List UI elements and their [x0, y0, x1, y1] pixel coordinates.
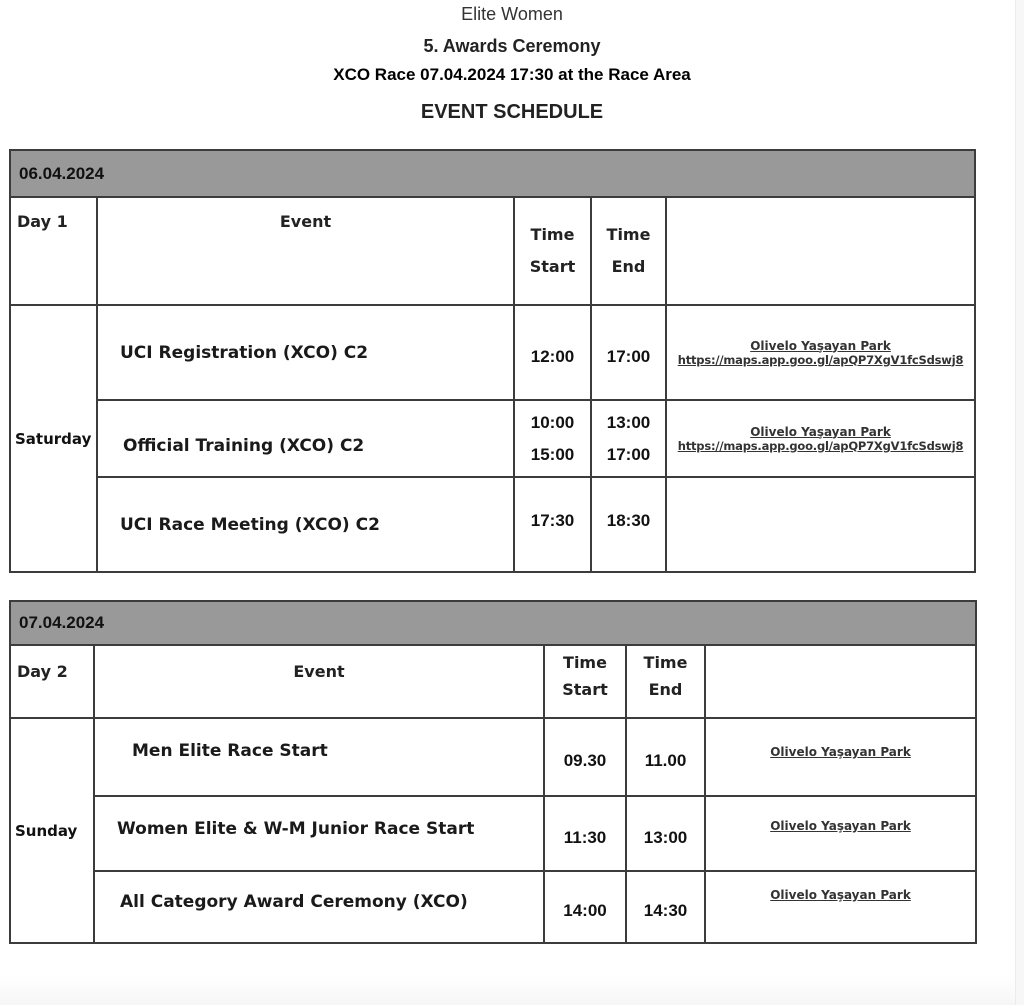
section-title: 5. Awards Ceremony	[423, 36, 601, 56]
day-label: Day 2	[10, 645, 94, 718]
location-cell	[705, 796, 976, 871]
time-start	[514, 400, 591, 477]
event-column-header: Event	[94, 645, 544, 718]
time-start: 14:00	[544, 871, 626, 943]
time-value: 17:00	[606, 444, 651, 464]
time-start: 12:00	[514, 305, 591, 400]
header-line: End	[611, 257, 646, 276]
time-end: 13:00	[626, 796, 705, 871]
time-start: 09.30	[544, 718, 626, 796]
event-name: Men Elite Race Start	[94, 718, 544, 796]
location-cell	[705, 718, 976, 796]
time-end: 18:30	[591, 477, 666, 572]
location-column-header	[666, 197, 975, 305]
event-name: All Category Award Ceremony (XCO)	[94, 871, 544, 943]
header-line: Time	[563, 653, 607, 672]
table-row	[10, 305, 975, 400]
time-value: 13:00	[606, 412, 651, 432]
category-title: Elite Women	[461, 4, 563, 24]
event-name: Women Elite & W-M Junior Race Start	[94, 796, 544, 871]
event-name: UCI Registration (XCO) C2	[97, 305, 514, 400]
header-line: Time	[530, 225, 575, 244]
awards-note: XCO Race 07.04.2024 17:30 at the Race Area	[333, 65, 691, 84]
event-name: UCI Race Meeting (XCO) C2	[97, 477, 514, 572]
time-end-column-header	[591, 197, 666, 305]
table-row	[10, 477, 975, 572]
time-end: 14:30	[626, 871, 705, 943]
map-url-link[interactable]: https://maps.app.goo.gl/apQP7XgV1fcSdswj8	[677, 438, 964, 453]
time-end: 17:00	[591, 305, 666, 400]
table-row	[10, 796, 976, 871]
table-row	[10, 718, 976, 796]
event-column-header: Event	[97, 197, 514, 305]
location-link[interactable]: Olivelo Yaşayan Park	[750, 338, 891, 353]
time-value: 10:00	[530, 412, 575, 432]
weekday-label: Saturday	[10, 305, 97, 572]
header-line: Time	[643, 653, 688, 672]
time-end-column-header	[626, 645, 705, 718]
location-column-header	[705, 645, 976, 718]
weekday-label: Sunday	[10, 718, 94, 943]
time-value: 15:00	[530, 444, 575, 464]
schedule-table-day-2	[9, 600, 977, 944]
header-line: Start	[529, 257, 576, 276]
date-band: 06.04.2024	[10, 150, 975, 197]
location-link[interactable]: Olivelo Yaşayan Park	[770, 888, 911, 902]
time-start: 17:30	[514, 477, 591, 572]
schedule-table-day-1	[9, 149, 976, 573]
header-line: Time	[606, 225, 651, 244]
table-row	[10, 871, 976, 943]
map-url-link[interactable]: https://maps.app.goo.gl/apQP7XgV1fcSdswj8	[677, 352, 964, 367]
location-cell	[705, 871, 976, 943]
page-bottom	[0, 975, 1015, 1005]
day-label: Day 1	[10, 197, 97, 305]
time-start: 11:30	[544, 796, 626, 871]
date-band: 07.04.2024	[10, 601, 976, 645]
location-link[interactable]: Olivelo Yaşayan Park	[750, 424, 891, 439]
location-link[interactable]: Olivelo Yaşayan Park	[770, 745, 911, 759]
location-cell	[666, 400, 975, 477]
location-cell	[666, 305, 975, 400]
header-line: End	[648, 680, 683, 699]
table-row	[10, 400, 975, 477]
header-line: Start	[562, 680, 608, 699]
event-name: Official Training (XCO) C2	[97, 400, 514, 477]
time-end	[591, 400, 666, 477]
location-cell	[666, 477, 975, 572]
time-start-column-header	[544, 645, 626, 718]
schedule-title: EVENT SCHEDULE	[420, 101, 604, 123]
location-link[interactable]: Olivelo Yaşayan Park	[770, 819, 911, 833]
time-end: 11.00	[626, 718, 705, 796]
page-edge	[1015, 0, 1024, 1005]
time-start-column-header	[514, 197, 591, 305]
